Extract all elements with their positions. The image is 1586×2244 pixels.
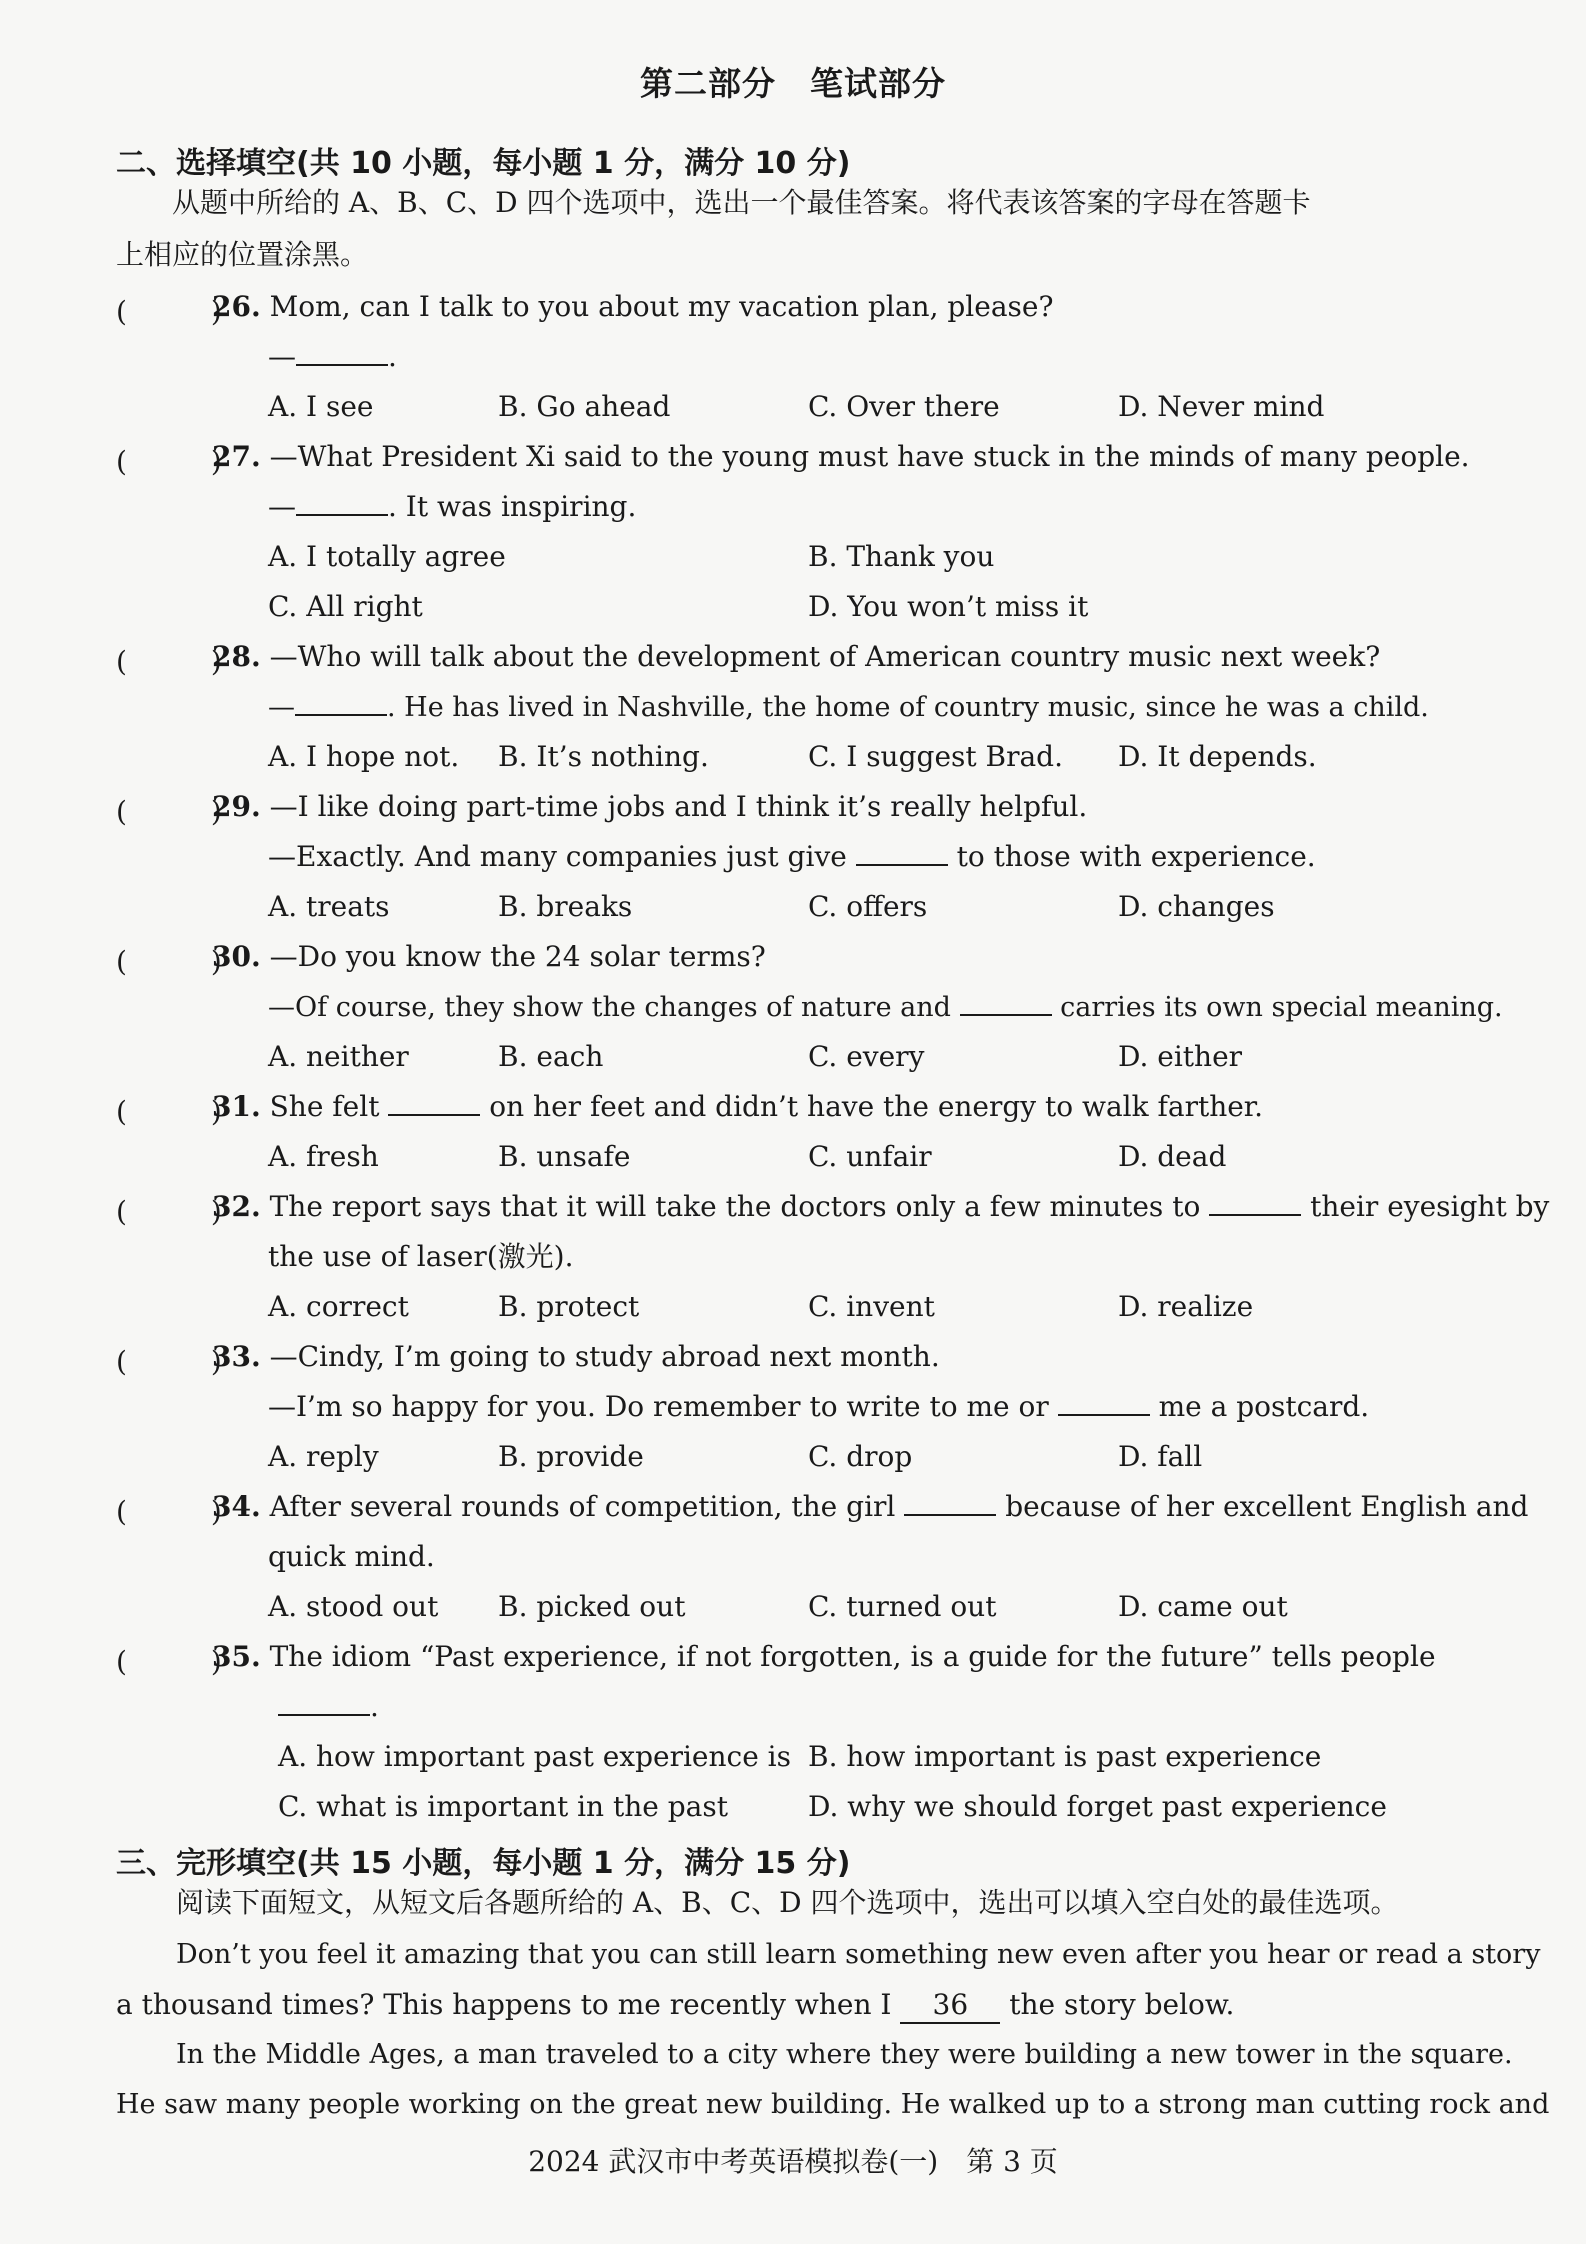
question-27 [212, 440, 1470, 474]
question-text: —Cindy, I’m going to study abroad next month. [269, 1340, 940, 1373]
punct: . [370, 1690, 379, 1723]
question-31 [212, 1090, 1263, 1124]
section2-instruction-line1: 从题中所给的 A、B、C、D 四个选项中，选出一个最佳答案。将代表该答案的字母在答题卡 [172, 186, 1311, 219]
question-29-response [268, 840, 1316, 874]
option-b: B. It’s nothing. [498, 740, 709, 773]
option-b: B. picked out [498, 1590, 686, 1623]
passage-p2-line1: In the Middle Ages, a man traveled to a city where they were building a new tower in the square. [176, 2039, 1513, 2070]
answer-paren: ( ) [116, 945, 222, 978]
option-a: A. how important past experience is [278, 1740, 791, 1773]
section3-heading: 三、完形填空(共 15 小题，每小题 1 分，满分 15 分) [116, 1846, 851, 1881]
question-text: —Do you know the 24 solar terms? [269, 940, 766, 973]
option-d: D. realize [1118, 1290, 1254, 1323]
question-28-response [268, 690, 1429, 725]
question-number: 33. [212, 1340, 261, 1373]
question-34-line2: quick mind. [268, 1540, 435, 1573]
answer-blank [904, 1490, 996, 1516]
option-c: C. invent [808, 1290, 935, 1323]
passage-p1-line2 [116, 1988, 1234, 2024]
option-a: A. I hope not. [268, 740, 460, 773]
punct: . [388, 340, 397, 373]
option-b: B. Thank you [808, 540, 995, 573]
answer-blank [960, 990, 1052, 1016]
option-c: C. turned out [808, 1590, 997, 1623]
question-text-2: —Of course, they show the changes of nature and [268, 992, 951, 1023]
question-27-response [268, 490, 636, 524]
section2-heading: 二、选择填空(共 10 小题，每小题 1 分，满分 10 分) [116, 146, 851, 181]
question-tail: because of her excellent English and [1005, 1490, 1529, 1523]
answer-blank [296, 490, 388, 516]
question-text-2: —I’m so happy for you. Do remember to write to me or [268, 1390, 1049, 1423]
option-c: C. what is important in the past [278, 1790, 728, 1823]
answer-paren: ( ) [116, 1095, 222, 1128]
question-35 [212, 1640, 1436, 1674]
option-d: D. You won’t miss it [808, 590, 1089, 623]
option-d: D. either [1118, 1040, 1243, 1073]
question-32-line2: the use of laser(激光). [268, 1240, 574, 1273]
answer-blank [1058, 1390, 1150, 1416]
option-d: D. changes [1118, 890, 1275, 923]
question-35-line2 [278, 1690, 379, 1724]
question-number: 31. [212, 1090, 261, 1123]
dash: — [268, 692, 295, 723]
option-c: C. every [808, 1040, 925, 1073]
question-28 [212, 640, 1380, 674]
option-c: C. All right [268, 590, 423, 623]
option-a: A. neither [268, 1040, 409, 1073]
section3-instruction: 阅读下面短文，从短文后各题所给的 A、B、C、D 四个选项中，选出可以填入空白处的最佳选项。 [176, 1886, 1399, 1919]
question-number: 34. [212, 1490, 261, 1523]
answer-blank [388, 1090, 480, 1116]
option-b: B. breaks [498, 890, 633, 923]
option-d: D. fall [1118, 1440, 1203, 1473]
question-29 [212, 790, 1087, 824]
question-number: 26. [212, 290, 261, 323]
option-a: A. stood out [268, 1590, 439, 1623]
option-b: B. protect [498, 1290, 640, 1323]
option-d: D. came out [1118, 1590, 1288, 1623]
question-tail: . He has lived in Nashville, the home of country music, since he was a child. [387, 692, 1429, 723]
answer-paren: ( ) [116, 795, 222, 828]
option-d: D. dead [1118, 1140, 1227, 1173]
option-b: B. provide [498, 1440, 644, 1473]
answer-paren: ( ) [116, 445, 222, 478]
question-text: The idiom “Past experience, if not forgotten, is a guide for the future” tells people [269, 1640, 1436, 1673]
answer-paren: ( ) [116, 1195, 222, 1228]
option-c: C. drop [808, 1440, 913, 1473]
cloze-blank-36: 36 [900, 1988, 1000, 2024]
question-26 [212, 290, 1053, 324]
question-number: 27. [212, 440, 261, 473]
answer-paren: ( ) [116, 295, 222, 328]
question-number: 30. [212, 940, 261, 973]
answer-paren: ( ) [116, 1495, 222, 1528]
question-tail: me a postcard. [1158, 1390, 1370, 1423]
option-a: A. treats [268, 890, 390, 923]
passage-p1-line1: Don’t you feel it amazing that you can still learn something new even after you hear or read a story [176, 1939, 1541, 1970]
dash: — [268, 340, 296, 373]
passage-p2-line2: He saw many people working on the great new building. He walked up to a strong man cutting rock and [116, 2089, 1550, 2120]
dash: — [268, 490, 296, 523]
question-30 [212, 940, 766, 974]
question-number: 28. [212, 640, 261, 673]
question-34 [212, 1490, 1528, 1524]
passage-text: a thousand times? This happens to me recently when I [116, 1988, 892, 2021]
question-text: She felt [269, 1090, 380, 1123]
option-b: B. unsafe [498, 1140, 631, 1173]
question-text-2: —Exactly. And many companies just give [268, 840, 847, 873]
question-number: 29. [212, 790, 261, 823]
option-c: C. offers [808, 890, 928, 923]
question-number: 32. [212, 1190, 261, 1223]
question-33 [212, 1340, 940, 1374]
passage-text: the story below. [1009, 1988, 1235, 2021]
question-text: After several rounds of competition, the girl [269, 1490, 896, 1523]
option-d: D. It depends. [1118, 740, 1317, 773]
option-a: A. reply [268, 1440, 379, 1473]
question-tail: . It was inspiring. [388, 490, 637, 523]
question-text: —What President Xi said to the young must have stuck in the minds of many people. [269, 440, 1470, 473]
answer-blank [278, 1690, 370, 1716]
question-text: Mom, can I talk to you about my vacation plan, please? [269, 290, 1054, 323]
answer-paren: ( ) [116, 645, 222, 678]
question-32 [212, 1190, 1549, 1224]
question-tail: on her feet and didn’t have the energy to walk farther. [489, 1090, 1264, 1123]
question-tail: their eyesight by [1310, 1190, 1550, 1223]
answer-paren: ( ) [116, 1345, 222, 1378]
option-d: D. Never mind [1118, 390, 1325, 423]
question-33-response [268, 1390, 1369, 1424]
question-tail: carries its own special meaning. [1060, 992, 1503, 1023]
option-a: A. fresh [268, 1140, 379, 1173]
question-text: —Who will talk about the development of American country music next week? [269, 640, 1381, 673]
question-number: 35. [212, 1640, 261, 1673]
section2-instruction-line2: 上相应的位置涂黑。 [116, 238, 369, 271]
page-title: 第二部分 笔试部分 [640, 64, 946, 103]
answer-blank [296, 340, 388, 366]
option-b: B. each [498, 1040, 604, 1073]
question-tail: to those with experience. [956, 840, 1316, 873]
question-30-response [268, 990, 1503, 1025]
option-a: A. correct [268, 1290, 409, 1323]
question-text: The report says that it will take the doctors only a few minutes to [269, 1190, 1201, 1223]
answer-blank [295, 690, 387, 716]
option-d: D. why we should forget past experience [808, 1790, 1387, 1823]
option-b: B. how important is past experience [808, 1740, 1322, 1773]
option-c: C. unfair [808, 1140, 932, 1173]
option-c: C. I suggest Brad. [808, 740, 1064, 773]
page-footer: 2024 武汉市中考英语模拟卷(一) 第 3 页 [528, 2145, 1058, 2178]
option-c: C. Over there [808, 390, 1000, 423]
option-a: A. I totally agree [268, 540, 506, 573]
answer-blank [856, 840, 948, 866]
answer-paren: ( ) [116, 1645, 222, 1678]
question-text: —I like doing part-time jobs and I think it’s really helpful. [269, 790, 1088, 823]
question-26-response [268, 340, 397, 374]
answer-blank [1209, 1190, 1301, 1216]
option-a: A. I see [268, 390, 374, 423]
option-b: B. Go ahead [498, 390, 671, 423]
